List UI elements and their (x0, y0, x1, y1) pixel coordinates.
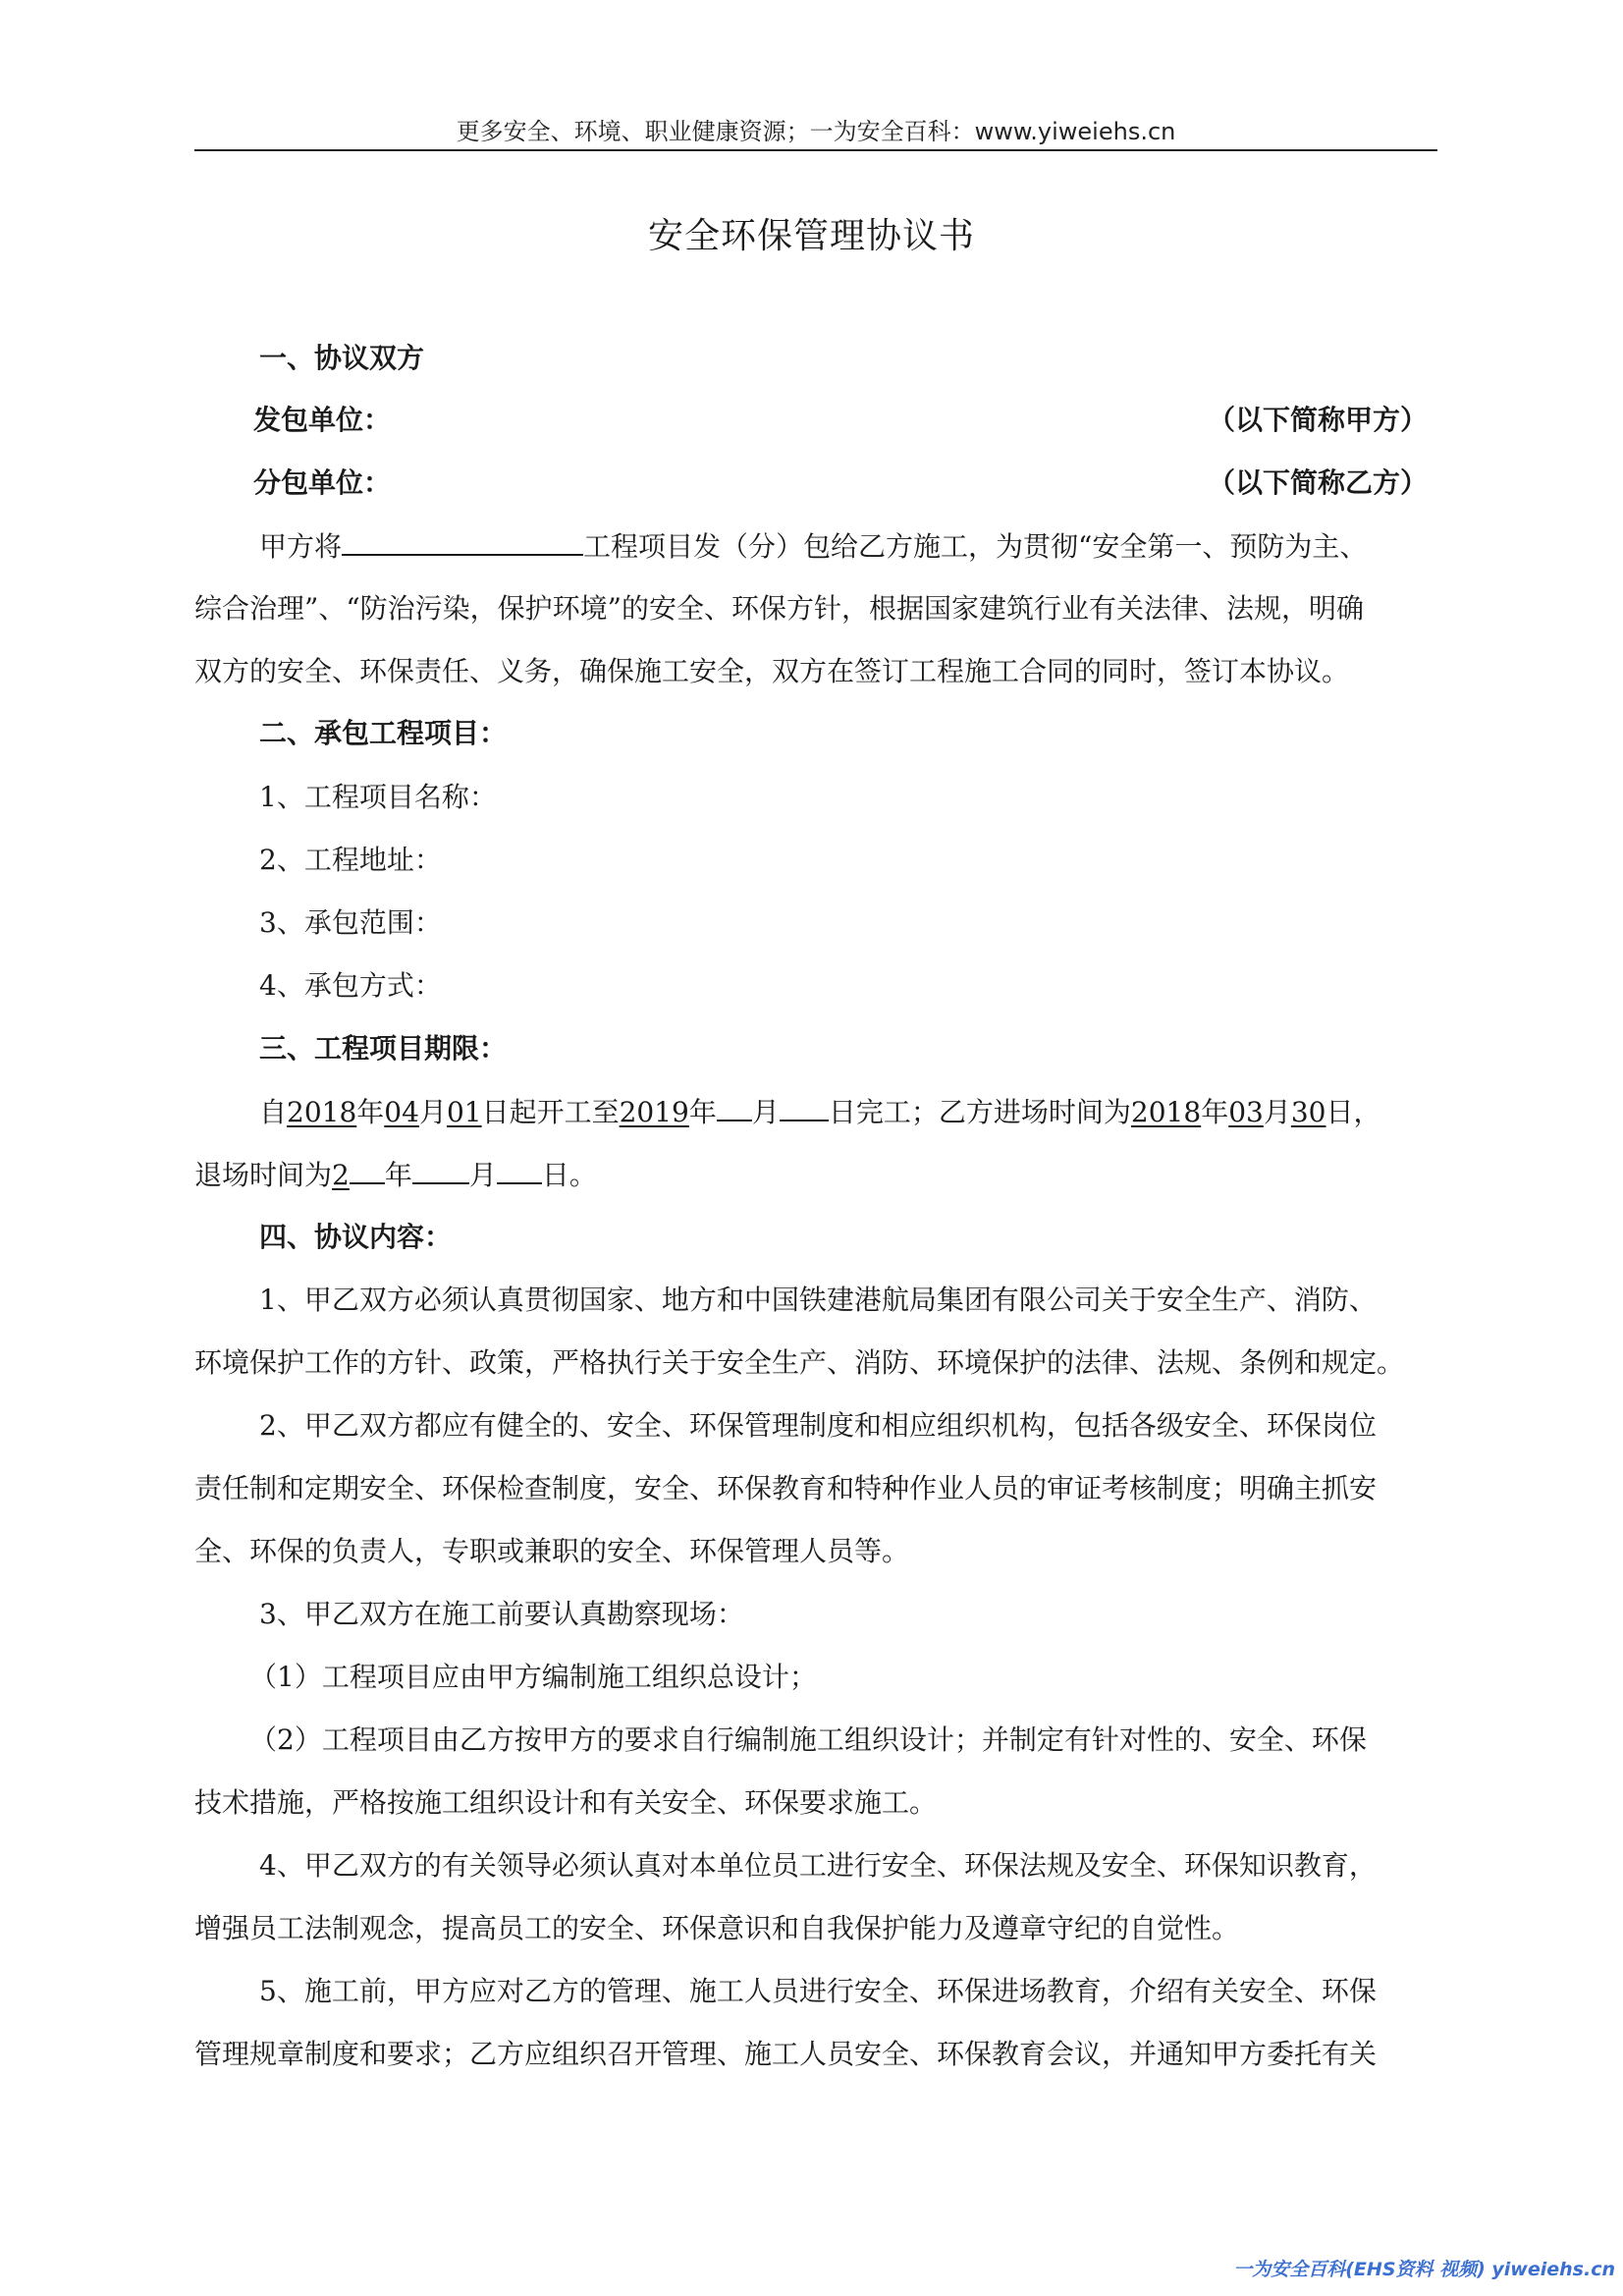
period-text: 日。 (541, 1159, 597, 1191)
clause-3: 3、甲乙双方在施工前要认真勘察现场： (259, 1598, 744, 1630)
period-text: 年 (1201, 1096, 1229, 1128)
clause-1-line-2: 环境保护工作的方针、政策，严格执行关于安全生产、消防、环境保护的法律、法规、条例和规定。 (194, 1346, 1405, 1379)
clause-2-line-2: 责任制和定期安全、环保检查制度，安全、环保教育和特种作业人员的审证考核制度；明确主抓安 (194, 1472, 1378, 1504)
section-3-heading: 三、工程项目期限： (259, 1032, 508, 1065)
project-name-blank (342, 526, 583, 556)
period-text: 退场时间为 (194, 1159, 333, 1191)
period-text: 年 (688, 1096, 717, 1128)
section-2-heading: 二、承包工程项目： (259, 717, 508, 749)
end-year: 2019 (619, 1096, 689, 1128)
party-a-row (194, 401, 1437, 440)
section-2-item-3: 3、承包范围： (259, 906, 442, 939)
clause-2-line-1: 2、甲乙双方都应有健全的、安全、环保管理制度和相应组织机构，包括各级安全、环保岗位 (259, 1409, 1377, 1442)
period-text: 年 (384, 1159, 412, 1191)
exit-month-blank (412, 1155, 469, 1184)
clause-3-1: （1）工程项目应由甲方编制施工组织总设计； (249, 1661, 817, 1693)
period-text: 月 (418, 1096, 447, 1128)
entry-day: 30 (1290, 1096, 1326, 1128)
period-text: 月 (1263, 1096, 1291, 1128)
document-title: 安全环保管理协议书 (647, 216, 975, 256)
period-text: 月 (468, 1159, 497, 1191)
section-2-item-1: 1、工程项目名称： (259, 781, 497, 813)
period-line-2 (194, 1155, 1437, 1195)
section-2-item-2: 2、工程地址： (259, 844, 442, 876)
end-month-blank (717, 1092, 752, 1121)
start-month: 04 (384, 1096, 419, 1128)
period-text: 月 (751, 1096, 780, 1128)
period-line-1 (194, 1092, 1437, 1132)
party-a-note: （以下简称甲方） (1207, 404, 1428, 436)
clause-4-line-2: 增强员工法制观念，提高员工的安全、环保意识和自我保护能力及遵章守纪的自觉性。 (194, 1912, 1240, 1944)
party-b-label: 分包单位： (253, 466, 392, 499)
start-year: 2018 (287, 1096, 357, 1128)
clause-3-2-line-2: 技术措施，严格按施工组织设计和有关安全、环保要求施工。 (194, 1786, 938, 1819)
clause-2-line-3: 全、环保的负责人，专职或兼职的安全、环保管理人员等。 (194, 1535, 910, 1567)
intro-line-3: 双方的安全、环保责任、义务，确保施工安全，双方在签订工程施工合同的同时，签订本协议。 (194, 655, 1350, 687)
party-a-label: 发包单位： (253, 404, 392, 436)
header-text: 更多安全、环境、职业健康资源；一为安全百科：www.yiweiehs.cn (456, 118, 1176, 145)
entry-year: 2018 (1130, 1096, 1202, 1128)
footer-watermark: 一为安全百科(EHS资料 视频) yiweiehs.cn (1233, 2259, 1615, 2280)
period-text: 年 (356, 1096, 385, 1128)
page-header (194, 112, 1437, 151)
party-b-row (194, 464, 1437, 503)
period-text: 日， (1325, 1096, 1381, 1128)
clause-3-2-line-1: （2）工程项目由乙方按甲方的要求自行编制施工组织设计；并制定有针对性的、安全、环保 (249, 1723, 1367, 1756)
exit-year-blank (350, 1155, 385, 1184)
intro-line-1 (194, 526, 1437, 567)
clause-4-line-1: 4、甲乙双方的有关领导必须认真对本单位员工进行安全、环保法规及安全、环保知识教育， (259, 1849, 1377, 1882)
period-text: 自 (259, 1096, 288, 1128)
exit-year: 2 (332, 1159, 350, 1191)
end-day-blank (780, 1092, 829, 1121)
section-2-item-4: 4、承包方式： (259, 969, 442, 1002)
intro-line-2: 综合治理”、“防治污染，保护环境”的安全、环保方针，根据国家建筑行业有关法律、法规，明确 (194, 592, 1364, 625)
party-b-note: （以下简称乙方） (1207, 466, 1428, 499)
start-day: 01 (446, 1096, 482, 1128)
entry-month: 03 (1228, 1096, 1264, 1128)
exit-day-blank (497, 1155, 542, 1184)
intro-end: 工程项目发（分）包给乙方施工，为贯彻“安全第一、预防为主、 (583, 530, 1368, 563)
clause-5-line-2: 管理规章制度和要求；乙方应组织召开管理、施工人员安全、环保教育会议，并通知甲方委托有关 (194, 2038, 1378, 2070)
clause-1-line-1: 1、甲乙双方必须认真贯彻国家、地方和中国铁建港航局集团有限公司关于安全生产、消防、 (259, 1284, 1377, 1316)
section-1-heading: 一、协议双方 (259, 342, 425, 374)
period-text: 日起开工至 (481, 1096, 620, 1128)
intro-start: 甲方将 (259, 530, 343, 563)
section-4-heading: 四、协议内容： (259, 1221, 453, 1253)
clause-5-line-1: 5、施工前，甲方应对乙方的管理、施工人员进行安全、环保进场教育，介绍有关安全、环保 (259, 1975, 1377, 2007)
period-text: 日完工；乙方进场时间为 (828, 1096, 1131, 1128)
